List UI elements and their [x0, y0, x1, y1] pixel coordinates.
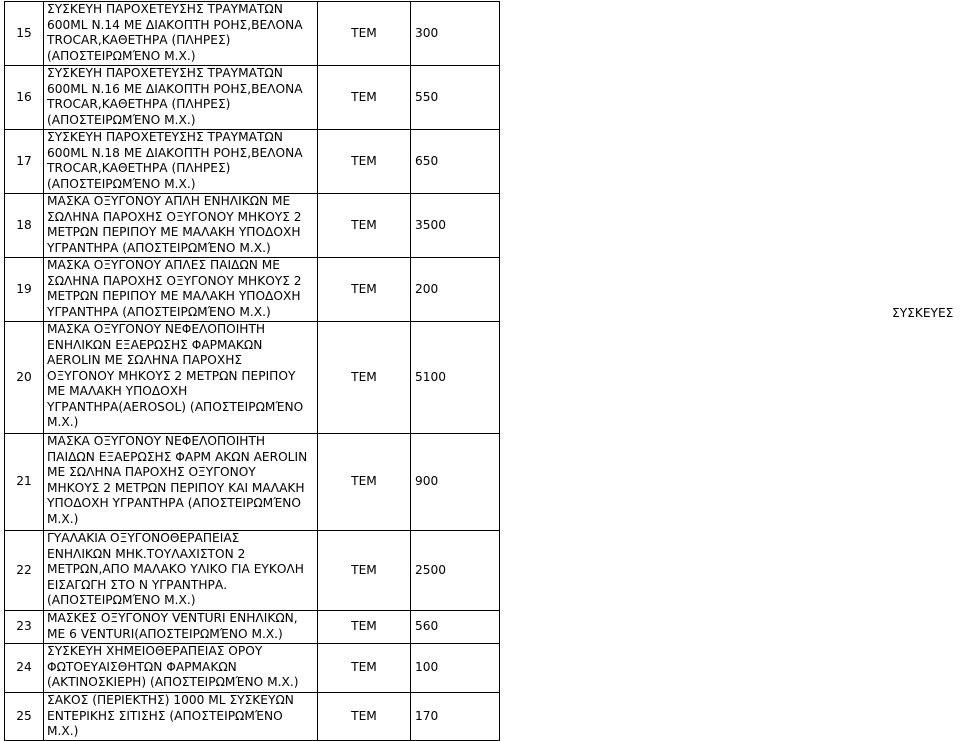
quantity-value: 100 — [415, 660, 439, 675]
row-description — [44, 2, 318, 66]
items-table-body — [5, 2, 500, 741]
row-description — [44, 644, 318, 693]
description-text: ΜΑΣΚΕΣ ΟΞΥΓΟΝΟΥ VENTURI ΕΝΗΛΙΚΩΝ, ΜΕ 6 VENTURI(ΑΠΟΣΤΕΙΡΩΜΈΝΟ Μ.Χ.) — [47, 611, 298, 641]
row-quantity — [411, 130, 500, 194]
row-number: 18 — [5, 194, 44, 258]
row-number: 19 — [5, 258, 44, 322]
table-row — [5, 130, 500, 194]
table-row — [5, 258, 500, 322]
row-description — [44, 322, 318, 434]
row-description — [44, 693, 318, 741]
row-number: 24 — [5, 644, 44, 693]
row-description — [44, 130, 318, 194]
quantity-value: 560 — [415, 619, 439, 634]
description-text: ΓΥΑΛΑΚΙΑ ΟΞΥΓΟΝΟΘΕΡΑΠΕΙΑΣ ΕΝΗΛΙΚΩΝ ΜΗΚ.ΤΟΥΛΑΧΙΣΤΟΝ 2 ΜΕΤΡΩΝ,ΑΠΟ ΜΑΛΑΚΟ ΥΛΙΚΟ ΓΙΑ ΕΥΚΟΛΗ ΕΙΣΑΓΩΓΗ ΣΤΟ Ν ΥΓΡΑΝΤΗΡΑ. (ΑΠΟΣΤΕΙΡΩΜΈΝΟ Μ.Χ.) — [47, 531, 304, 607]
row-quantity — [411, 611, 500, 644]
table-row — [5, 434, 500, 531]
row-number: 16 — [5, 66, 44, 130]
row-unit: ΤΕΜ — [318, 693, 411, 741]
row-quantity — [411, 531, 500, 611]
row-number: 15 — [5, 2, 44, 66]
description-text: ΜΑΣΚΑ ΟΞΥΓΟΝΟΥ ΑΠΛΕΣ ΠΑΙΔΩΝ ΜΕ ΣΩΛΗΝΑ ΠΑΡΟΧΗΣ ΟΞΥΓΟΝΟΥ ΜΗΚΟΥΣ 2 ΜΕΤΡΩΝ ΠΕΡΙΠΟΥ ΜΕ ΜΑΛΑΚΗ ΥΠΟΔΟΧΗ ΥΓΡΑΝΤΗΡΑ (ΑΠΟΣΤΕΙΡΩΜΈΝΟ Μ.Χ.) — [47, 258, 302, 319]
description-text: ΣΥΣΚΕΥΗ ΠΑΡΟΧΕΤΕΥΣΗΣ ΤΡΑΥΜΑΤΩΝ 600ML N.16 ΜΕ ΔΙΑΚΟΠΤΗ ΡΟΗΣ,ΒΕΛΟΝΑ TROCAR,ΚΑΘΕΤΗΡΑ (ΠΛΗΡΕΣ) (ΑΠΟΣΤΕΙΡΩΜΈΝΟ Μ.Χ.) — [47, 66, 303, 127]
table-row — [5, 611, 500, 644]
row-unit: ΤΕΜ — [318, 258, 411, 322]
row-number: 17 — [5, 130, 44, 194]
row-unit: ΤΕΜ — [318, 130, 411, 194]
quantity-value: 650 — [415, 153, 439, 168]
table-row — [5, 322, 500, 434]
row-description — [44, 531, 318, 611]
quantity-value: 550 — [415, 89, 439, 104]
description-text: ΣΑΚΟΣ (ΠΕΡΙΕΚΤΗΣ) 1000 ML ΣΥΣΚΕΥΩΝ ΕΝΤΕΡΙΚΗΣ ΣΙΤΙΣΗΣ (ΑΠΟΣΤΕΙΡΩΜΈΝΟ Μ.Χ.) — [47, 693, 294, 738]
quantity-value: 2500 — [415, 562, 447, 577]
quantity-value: 900 — [415, 474, 439, 489]
row-unit: ΤΕΜ — [318, 66, 411, 130]
items-table — [4, 1, 500, 741]
table-row — [5, 194, 500, 258]
row-quantity — [411, 66, 500, 130]
row-quantity — [411, 2, 500, 66]
description-text: ΜΑΣΚΑ ΟΞΥΓΟΝΟΥ ΝΕΦΕΛΟΠΟΙΗΤΗ ΠΑΙΔΩΝ ΕΞΑΕΡΩΣΗΣ ΦΑΡΜ ΑΚΩΝ AEROLIN ΜΕ ΣΩΛΗΝΑ ΠΑΡΟΧΗΣ ΟΞΥΓΟΝΟΥ ΜΗΚΟΥΣ 2 ΜΕΤΡΩΝ ΠΕΡΙΠΟΥ ΚΑΙ ΜΑΛΑΚΗ ΥΠΟΔΟΧΗ ΥΓΡΑΝΤΗΡΑ (ΑΠΟΣΤΕΙΡΩΜΈΝΟ Μ.Χ.) — [47, 434, 308, 526]
row-quantity — [411, 258, 500, 322]
row-unit: ΤΕΜ — [318, 194, 411, 258]
row-description — [44, 194, 318, 258]
row-unit: ΤΕΜ — [318, 322, 411, 434]
row-number: 20 — [5, 322, 44, 434]
row-quantity — [411, 644, 500, 693]
row-quantity — [411, 322, 500, 434]
quantity-value: 170 — [415, 708, 439, 723]
row-unit: ΤΕΜ — [318, 644, 411, 693]
description-text: ΣΥΣΚΕΥΗ ΧΗΜΕΙΟΘΕΡΑΠΕΙΑΣ ΟΡΟΥ ΦΩΤΟΕΥΑΙΣΘΗΤΩΝ ΦΑΡΜΑΚΩΝ (ΑΚΤΙΝΟΣΚΙΕΡΗ) (ΑΠΟΣΤΕΙΡΩΜΈΝΟ Μ.Χ.) — [47, 644, 299, 689]
quantity-value: 3500 — [415, 217, 447, 232]
row-quantity — [411, 693, 500, 741]
quantity-value: 5100 — [415, 369, 447, 384]
description-text: ΣΥΣΚΕΥΗ ΠΑΡΟΧΕΤΕΥΣΗΣ ΤΡΑΥΜΑΤΩΝ 600ML N.14 ΜΕ ΔΙΑΚΟΠΤΗ ΡΟΗΣ,ΒΕΛΟΝΑ TROCAR,ΚΑΘΕΤΗΡΑ (ΠΛΗΡΕΣ) (ΑΠΟΣΤΕΙΡΩΜΈΝΟ Μ.Χ.) — [47, 2, 303, 63]
row-unit: ΤΕΜ — [318, 2, 411, 66]
row-quantity — [411, 194, 500, 258]
row-quantity — [411, 434, 500, 531]
table-row — [5, 693, 500, 741]
row-description — [44, 258, 318, 322]
table-row — [5, 2, 500, 66]
category-label: ΣΥΣΚΕΥΕΣ — [892, 306, 954, 320]
row-number: 22 — [5, 531, 44, 611]
quantity-value: 200 — [415, 281, 439, 296]
row-description — [44, 611, 318, 644]
description-text: ΣΥΣΚΕΥΗ ΠΑΡΟΧΕΤΕΥΣΗΣ ΤΡΑΥΜΑΤΩΝ 600ML N.18 ΜΕ ΔΙΑΚΟΠΤΗ ΡΟΗΣ,ΒΕΛΟΝΑ TROCAR,ΚΑΘΕΤΗΡΑ (ΠΛΗΡΕΣ) (ΑΠΟΣΤΕΙΡΩΜΈΝΟ Μ.Χ.) — [47, 130, 303, 191]
row-number: 23 — [5, 611, 44, 644]
row-number: 25 — [5, 693, 44, 741]
row-unit: ΤΕΜ — [318, 434, 411, 531]
row-description — [44, 66, 318, 130]
description-text: ΜΑΣΚΑ ΟΞΥΓΟΝΟΥ ΑΠΛΗ ΕΝΗΛΙΚΩΝ ΜΕ ΣΩΛΗΝΑ ΠΑΡΟΧΗΣ ΟΞΥΓΟΝΟΥ ΜΗΚΟΥΣ 2 ΜΕΤΡΩΝ ΠΕΡΙΠΟΥ ΜΕ ΜΑΛΑΚΗ ΥΠΟΔΟΧΗ ΥΓΡΑΝΤΗΡΑ (ΑΠΟΣΤΕΙΡΩΜΈΝΟ Μ.Χ.) — [47, 194, 302, 255]
row-number: 21 — [5, 434, 44, 531]
description-text: ΜΑΣΚΑ ΟΞΥΓΟΝΟΥ ΝΕΦΕΛΟΠΟΙΗΤΗ ΕΝΗΛΙΚΩΝ ΕΞΑΕΡΩΣΗΣ ΦΑΡΜΑΚΩΝ AEROLIN ΜΕ ΣΩΛΗΝΑ ΠΑΡΟΧΗΣ ΟΞΥΓΟΝΟΥ ΜΗΚΟΥΣ 2 ΜΕΤΡΩΝ ΠΕΡΙΠΟΥ ΜΕ ΜΑΛΑΚΗ ΥΠΟΔΟΧΗ ΥΓΡΑΝΤΗΡΑ(AEROSOL) (ΑΠΟΣΤΕΙΡΩΜΈΝΟ Μ.Χ.) — [47, 322, 304, 429]
row-unit: ΤΕΜ — [318, 611, 411, 644]
table-row — [5, 644, 500, 693]
table-row — [5, 531, 500, 611]
row-unit: ΤΕΜ — [318, 531, 411, 611]
quantity-value: 300 — [415, 25, 439, 40]
table-row — [5, 66, 500, 130]
row-description — [44, 434, 318, 531]
